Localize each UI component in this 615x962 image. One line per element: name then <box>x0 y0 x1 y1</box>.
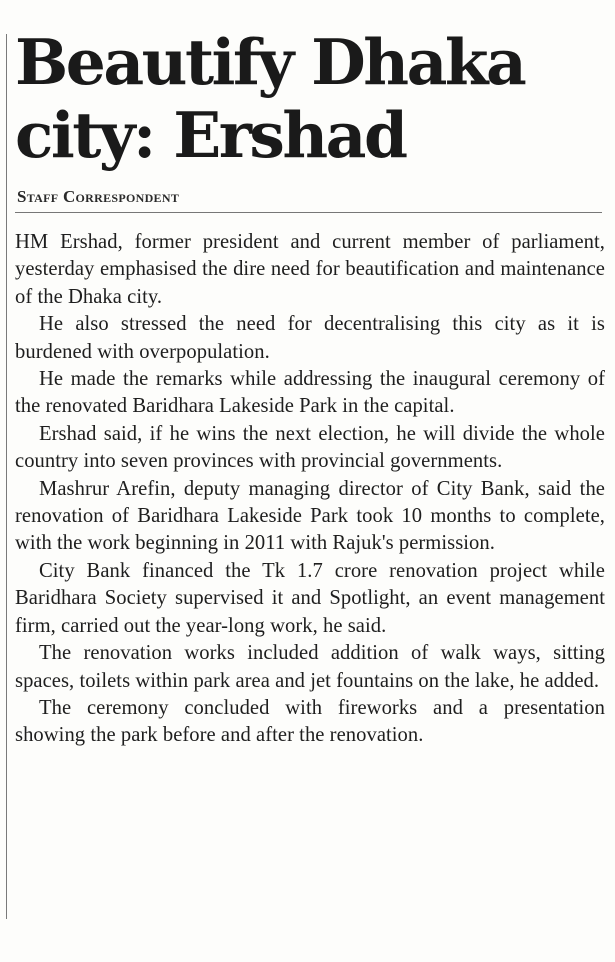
paragraph: HM Ershad, former president and current member of parliament, yesterday emphasised the dire need for beautification and maintenance of the Dhaka city. <box>15 231 605 308</box>
byline: Staff Correspondent <box>15 187 602 213</box>
news-article <box>15 0 605 750</box>
paragraph: Ershad said, if he wins the next election, he will divide the whole country into seven provinces with provincial governments. <box>15 422 605 473</box>
paragraph: City Bank financed the Tk 1.7 crore renovation project while Baridhara Society supervised it and Spotlight, an event management firm, carried out the year-long work, he said. <box>15 559 605 637</box>
paragraph: The renovation works included addition of walk ways, sitting spaces, toilets within park area and jet fountains on the lake, he added. <box>15 642 605 692</box>
article-body <box>15 229 605 750</box>
paragraph: He made the remarks while addressing the inaugural ceremony of the renovated Baridhara Lakeside Park in the capital. <box>15 368 605 418</box>
paragraph: He also stressed the need for decentralising this city as it is burdened with overpopulation. <box>15 313 605 363</box>
paragraph: The ceremony concluded with fireworks and a presentation showing the park before and after the renovation. <box>15 696 605 747</box>
headline <box>15 0 605 172</box>
column-rule <box>6 34 7 919</box>
headline-line-1: Beautify Dhaka <box>15 25 525 99</box>
headline-line-2: city: Ershad <box>15 98 406 172</box>
paragraph: Mashrur Arefin, deputy managing director of City Bank, said the renovation of Baridhara Lakeside Park took 10 months to complete, with the work beginning in 2011 with Rajuk's permission. <box>15 477 605 555</box>
